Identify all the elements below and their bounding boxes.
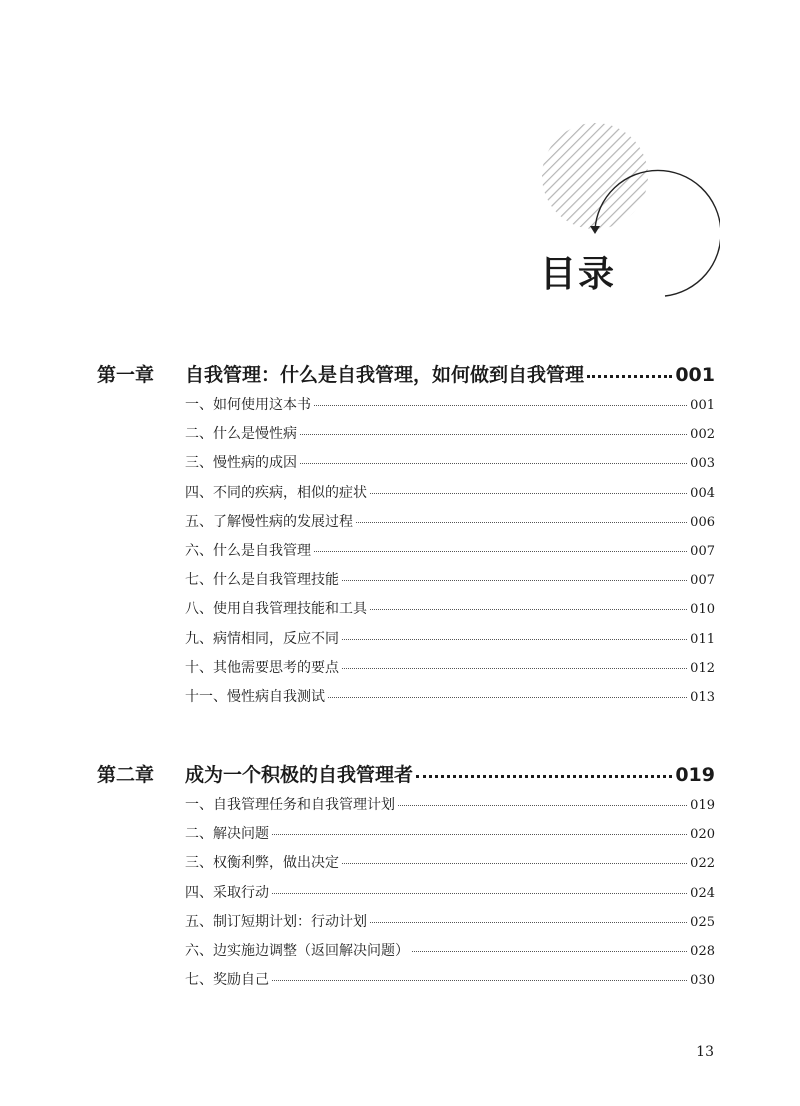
toc-entry-page-number: 007 [690,573,715,589]
toc-entry[interactable] [185,394,715,423]
chapter-title: 自我管理：什么是自我管理，如何做到自我管理 [185,364,585,386]
toc-entry[interactable] [185,569,715,598]
chapter-title: 成为一个积极的自我管理者 [185,764,414,786]
toc-entry-page-number: 025 [690,914,715,930]
toc-entry-label: 一、自我管理任务和自我管理计划 [185,797,395,813]
toc-entry-label: 七、什么是自我管理技能 [185,572,339,589]
toc-entry-label: 九、病情相同，反应不同 [185,630,339,647]
toc-entry[interactable] [185,794,715,823]
chapter-page-number: 001 [675,364,715,386]
dot-leader [342,668,687,669]
toc-entry-label: 一、如何使用这本书 [185,397,311,413]
toc-entry-label: 四、不同的疾病，相似的症状 [185,484,367,501]
dot-leader [328,697,687,698]
dot-leader [272,980,687,981]
page-number: 13 [696,1044,714,1060]
toc-entry[interactable] [185,969,715,998]
toc-entry[interactable] [185,452,715,481]
toc-entry-page-number: 002 [690,427,715,443]
dot-leader [342,863,687,864]
dot-leader [370,493,687,494]
toc-entry-page-number: 024 [690,885,715,901]
toc-entry-label: 八、使用自我管理技能和工具 [185,601,367,618]
page-title: 目录 [540,254,617,295]
toc-entry[interactable] [185,823,715,852]
dot-leader [416,775,672,778]
toc-entry-page-number: 019 [690,798,715,813]
toc-entry-page-number: 006 [690,514,715,530]
chapter-section [97,760,715,998]
toc-entry-page-number: 012 [690,660,715,676]
toc-entry[interactable] [185,540,715,569]
dot-leader [272,834,687,835]
toc-entry-page-number: 028 [690,943,715,959]
chapter-heading[interactable] [97,760,715,794]
section-list [185,394,715,715]
toc-entry-label: 二、什么是慢性病 [185,426,297,443]
toc-entry[interactable] [185,940,715,969]
toc-entry-label: 五、制订短期计划：行动计划 [185,913,367,930]
dot-leader [412,951,687,952]
toc-entry[interactable] [185,911,715,940]
dot-leader [587,375,672,378]
toc-entry-page-number: 003 [690,456,715,472]
dot-leader [300,434,687,435]
toc-entry[interactable] [185,686,715,715]
toc-entry[interactable] [185,511,715,540]
toc-entry-page-number: 030 [690,973,715,989]
toc-entry-page-number: 011 [690,631,715,647]
toc-entry-label: 十、其他需要思考的要点 [185,659,339,676]
dot-leader [314,405,687,406]
dot-leader [272,893,687,894]
toc-entry[interactable] [185,852,715,881]
toc-entry-label: 七、奖励自己 [185,972,269,989]
toc-entry-label: 六、边实施边调整（返回解决问题） [185,942,409,959]
toc-entry[interactable] [185,628,715,657]
toc-entry-label: 三、慢性病的成因 [185,455,297,472]
dot-leader [356,522,687,523]
chapter-page-number: 019 [675,764,715,786]
toc-entry-page-number: 004 [690,485,715,501]
toc-entry-label: 二、解决问题 [185,826,269,843]
dot-leader [370,922,687,923]
toc-entry-page-number: 022 [690,856,715,872]
dot-leader [342,639,687,640]
toc-entry-label: 十一、慢性病自我测试 [185,688,325,705]
toc-entry[interactable] [185,482,715,511]
toc-entry-page-number: 010 [690,602,715,618]
toc-entry-page-number: 013 [690,689,715,705]
toc-entry[interactable] [185,598,715,627]
toc-entry-page-number: 007 [690,543,715,559]
dot-leader [300,463,687,464]
toc-entry-label: 六、什么是自我管理 [185,542,311,559]
toc-entry-label: 三、权衡利弊，做出决定 [185,855,339,872]
chapter-section [97,360,715,715]
dot-leader [398,805,687,806]
chapter-number: 第一章 [97,364,155,386]
toc-entry[interactable] [185,657,715,686]
toc-entry[interactable] [185,882,715,911]
toc-entry-page-number: 001 [690,398,715,413]
chapter-heading[interactable] [97,360,715,394]
section-list [185,794,715,998]
dot-leader [370,609,687,610]
dot-leader [314,551,687,552]
toc-entry[interactable] [185,423,715,452]
chapter-number: 第二章 [97,764,155,786]
dot-leader [342,580,687,581]
toc-entry-label: 五、了解慢性病的发展过程 [185,513,353,530]
toc-entry-page-number: 020 [690,827,715,843]
toc-entry-label: 四、采取行动 [185,884,269,901]
